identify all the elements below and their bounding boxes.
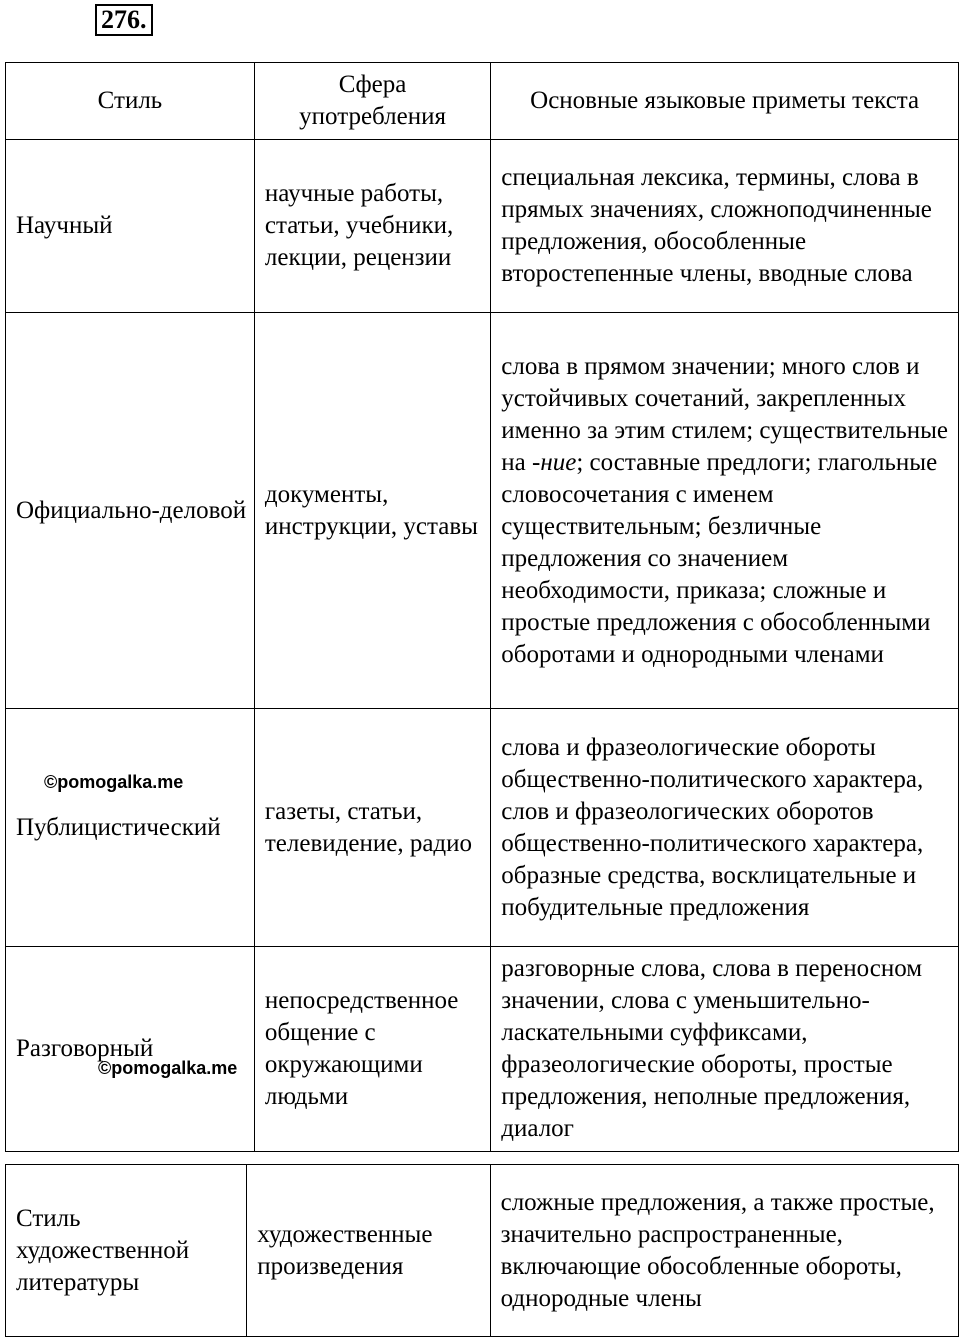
header-features: Основные языковые приметы текста (491, 63, 959, 140)
table-row (6, 709, 959, 947)
table-row (6, 313, 959, 709)
style-cell: Официально-деловой (6, 313, 255, 709)
sphere-cell: газеты, статьи, телевидение, радио (254, 709, 490, 947)
table-row (6, 140, 959, 313)
table-row (6, 947, 959, 1152)
literature-table (5, 1164, 959, 1337)
features-cell: специальная лексика, термины, слова в прямых значениях, сложноподчиненные предложения, обособленные второстепенные члены, вводные слова (491, 140, 959, 313)
watermark: ©pomogalka.me (98, 1058, 238, 1078)
features-cell (491, 313, 959, 709)
table-header-row (6, 63, 959, 140)
sphere-cell: научные работы, статьи, учебники, лекции, рецензии (254, 140, 490, 313)
header-style: Стиль (6, 63, 255, 140)
features-suffix: ние (540, 448, 577, 476)
watermark: ©pomogalka.me (44, 772, 184, 792)
exercise-number: 276. (95, 4, 153, 36)
style-cell: Публицистический (6, 709, 255, 947)
features-text: слова в прямом значении; много слов и устойчивых сочетаний, закрепленных именно за этим стилем; существительные на - (501, 352, 949, 476)
styles-table (5, 62, 959, 1152)
style-cell: Разговорный (6, 947, 255, 1152)
table-row (6, 1165, 959, 1337)
sphere-cell: художественные произведения (247, 1165, 490, 1337)
features-cell: разговорные слова, слова в переносном значении, слова с уменьшительно-ласкательными суффиксами, фразеологические обороты, простые предложения, неполные предложения, диалог (491, 947, 959, 1152)
sphere-cell: непосредственное общение с окружающими людьми (254, 947, 490, 1152)
features-text: ; составные предлоги; глагольные словосочетания с именем существительным; безличные предложения со значением необходимости, приказа; сложные и простые предложения с обособленными оборотами и однородными членами (501, 448, 938, 668)
style-cell: Научный (6, 140, 255, 313)
features-cell: сложные предложения, а также простые, значительно распространенные, включающие обособленные обороты, однородные члены (490, 1165, 958, 1337)
features-cell: слова и фразеологические обороты общественно-политического характера, слов и фразеологических оборотов общественно-политического характера, образные средства, восклицательные и побудительные предложения (491, 709, 959, 947)
style-cell: Стиль художественной литературы (6, 1165, 247, 1337)
sphere-cell: документы, инструкции, уставы (254, 313, 490, 709)
header-sphere: Сфера употребления (254, 63, 490, 140)
